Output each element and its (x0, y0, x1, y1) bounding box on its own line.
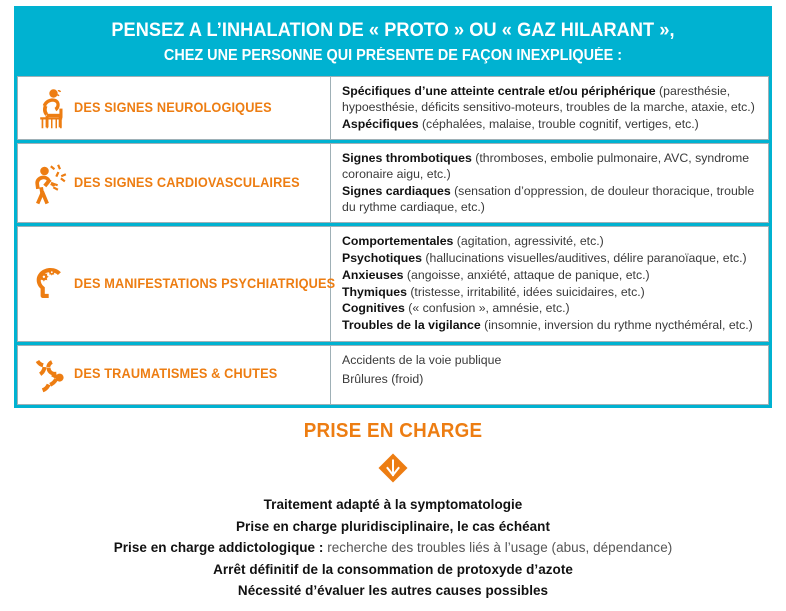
care-item-bold: Arrêt définitif de la consommation de protoxyde d’azote (213, 561, 573, 578)
list-item (20, 538, 767, 560)
list-item (20, 517, 767, 539)
panel-title-sub: CHEZ UNE PERSONNE QUI PRÉSENTE DE FAÇON INEXPLIQUÉE : (163, 47, 623, 65)
description-lead: Spécifiques d’une atteinte centrale et/ou périphérique (342, 84, 656, 99)
list-item (20, 560, 767, 582)
description-lead: Signes thrombotiques (342, 151, 472, 166)
description-rest: (angoisse, anxiété, attaque de panique, etc.) (403, 267, 650, 282)
description-rest: (paresthésie, hypoesthésie, déficits sensitivo-moteurs, troubles de la marche, ataxie, etc.) (342, 84, 755, 114)
care-item-bold: Traitement adapté à la symptomatologie (263, 497, 523, 513)
description-line (342, 318, 758, 334)
symptom-rows (14, 76, 772, 405)
table-row (17, 76, 769, 140)
symptoms-panel (14, 6, 772, 408)
table-row (17, 345, 769, 405)
panel-header (14, 6, 772, 76)
head-with-gears-icon (28, 261, 72, 307)
care-item-soft: recherche des troubles liés à l’usage (abus, dépendance) (323, 540, 673, 557)
care-title: PRISE EN CHARGE (303, 420, 483, 442)
description-line (342, 151, 758, 182)
description-line (342, 268, 758, 284)
list-item (20, 581, 767, 603)
category-cell (18, 346, 331, 404)
category-label: DES SIGNES NEUROLOGIQUES (74, 99, 272, 115)
description-cell (331, 346, 768, 404)
list-item (20, 495, 767, 517)
description-line (342, 285, 758, 301)
description-rest: (agitation, agressivité, etc.) (453, 234, 604, 249)
care-list (0, 495, 786, 603)
description-line (342, 184, 758, 215)
category-cell (18, 144, 331, 222)
care-item-bold: Prise en charge pluridisciplinaire, le cas échéant (235, 518, 551, 535)
description-cell (331, 227, 768, 340)
description-line (342, 301, 758, 317)
care-item-bold: Nécessité d’évaluer les autres causes possibles (237, 583, 549, 600)
description-lead: Anxieuses (342, 267, 404, 282)
table-row (17, 143, 769, 223)
description-line (342, 84, 758, 115)
description-rest: (sensation d’oppression, de douleur thoracique, trouble du rythme cardiaque, etc.) (342, 183, 755, 214)
category-cell (18, 77, 331, 139)
description-line: Brûlures (froid) (342, 371, 424, 386)
diamond-down-arrow-icon (376, 451, 410, 485)
description-lead: Comportementales (342, 234, 454, 249)
person-chest-pain-icon (28, 160, 72, 206)
description-cell (331, 77, 768, 139)
description-lead: Psychotiques (342, 251, 422, 266)
description-lead: Thymiques (342, 284, 407, 299)
falling-person-icon (28, 352, 72, 398)
description-lead: Signes cardiaques (342, 183, 451, 198)
description-line (342, 117, 758, 133)
description-rest: (insomnie, inversion du rythme nycthéméral, etc.) (480, 318, 753, 333)
description-lead: Aspécifiques (342, 116, 419, 131)
category-cell (18, 227, 336, 340)
description-rest: (tristesse, irritabilité, idées suicidaires, etc.) (406, 284, 645, 299)
seated-person-slumped-icon (28, 85, 72, 131)
description-lead: Cognitives (342, 301, 405, 316)
description-line: Accidents de la voie publique (342, 352, 502, 367)
description-lead: Troubles de la vigilance (342, 318, 481, 333)
category-label: DES TRAUMATISMES & CHUTES (74, 366, 278, 382)
panel-title-main: PENSEZ A L’INHALATION DE « PROTO » OU « GAZ HILARANT », (111, 19, 675, 41)
description-rest: (céphalées, malaise, trouble cognitif, vertiges, etc.) (418, 116, 699, 131)
category-label: DES MANIFESTATIONS PSYCHIATRIQUES (74, 275, 336, 291)
care-section (0, 420, 786, 603)
description-line (342, 234, 758, 250)
description-rest: (« confusion », amnésie, etc.) (404, 301, 570, 316)
description-rest: (hallucinations visuelles/auditives, délire paranoïaque, etc.) (421, 251, 747, 266)
description-line (342, 251, 758, 267)
description-cell (331, 144, 768, 222)
table-row (17, 226, 769, 341)
care-item-bold: Prise en charge addictologique : (113, 540, 324, 557)
category-label: DES SIGNES CARDIOVASCULAIRES (74, 175, 300, 191)
description-rest: (thromboses, embolie pulmonaire, AVC, syndrome coronaire aigu, etc.) (342, 151, 750, 182)
